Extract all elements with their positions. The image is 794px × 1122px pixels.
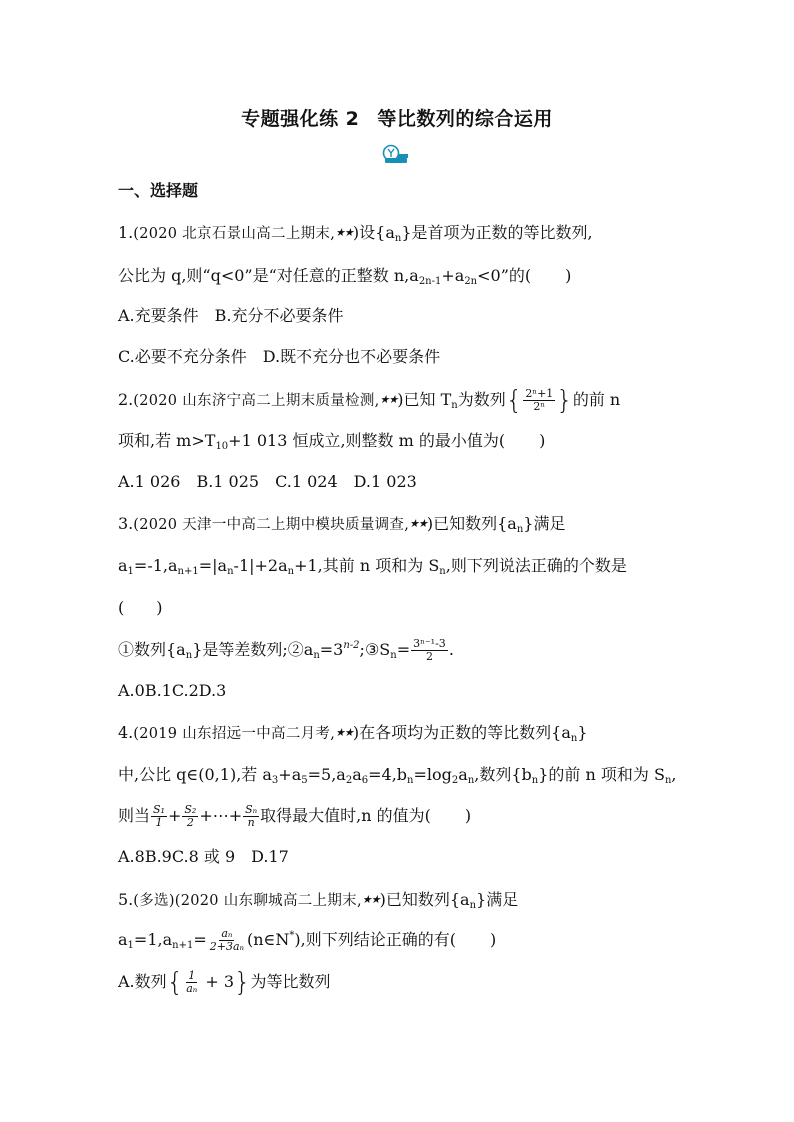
q5-line1: 5.(多选)(2020 山东聊城高二上期末,★★)已知数列$\{a_n\}$满足 xyxy=(118,890,519,911)
page-title xyxy=(0,104,794,131)
q1-options-ab: A.充要条件 B.充分不必要条件 xyxy=(118,306,344,325)
difficulty-star-icon: ★★ xyxy=(379,393,398,406)
q3-fraction: $\frac{\text{3ⁿ⁻¹-3}}{2}$ xyxy=(413,637,446,663)
q2-line1: 2.(2020 山东济宁高二上期末质量检测,★★)已知 $T_n$为数列{ $\frac{\text{2ⁿ+1}}{\text{2ⁿ}}$ }的前 n xyxy=(118,385,621,416)
q4-options: A.8B.9C.8 或 9 D.17 xyxy=(118,847,289,866)
difficulty-star-icon: ★★ xyxy=(335,226,353,239)
title-part1: 专题强化练 2 xyxy=(241,108,360,130)
q5-fraction: $\frac{\text{aₙ}}{\text{2+3aₙ}}$ xyxy=(209,927,244,953)
q3-line4: ①数列$\{a_n\}$是等差数列$;②a_n=3^{n-2};③S_n=$ $\frac{\text{3ⁿ⁻¹-3}}{2}$ . xyxy=(118,637,454,663)
logo-icon xyxy=(382,144,410,164)
q2-fraction: $\frac{\text{2ⁿ+1}}{\text{2ⁿ}}$ xyxy=(525,387,554,413)
title-part2: 等比数列的综合运用 xyxy=(377,108,553,130)
difficulty-star-icon: ★★ xyxy=(409,517,427,530)
q4-line1: 4.(2019 山东招远一中高二月考,★★)在各项均为正数的等比数列$\{a_n\}$ xyxy=(118,723,588,744)
q2-options: A.1 026 B.1 025 C.1 024 D.1 023 xyxy=(118,472,417,491)
q3-options: A.0B.1C.2D.3 xyxy=(118,681,227,700)
q4-line3: 则当 $\frac{\text{S₁}}{1}$ + $\frac{\text{S₂}}{2}$ +⋯+ $\frac{\text{Sₙ}}{n}$ 取得最大值时,n 的值为( ) xyxy=(118,803,472,829)
q3-line2: $a_1=-1,a_{n+1}=|a_n-1|+2a_n+1$,其前 n 项和为 $S_n$,则下列说法正确的个数是 xyxy=(118,556,627,577)
q5-option-a: A.数列{ $\frac{1}{\text{aₙ}}$ + 3}为等比数列 xyxy=(118,967,331,998)
q1-line2: 公比为 q,则“q<0”是“对任意的正整数 $n,a_{2n-1}+a_{2n}<0$”的( ) xyxy=(118,266,572,287)
q3-line1: 3.(2020 天津一中高二上期中模块质量调查,★★)已知数列$\{a_n\}$满足 xyxy=(118,514,566,535)
q5-line2: $a_1=1,a_{n+1}=$ $\frac{\text{aₙ}}{\text{2+3aₙ}}$ (n∈N*),则下列结论正确的有( ) xyxy=(118,927,497,953)
q2-line2: 项和,若 $m>T_{10}+1$ 013 恒成立,则整数 m 的最小值为( ) xyxy=(118,431,546,452)
q1-options-cd: C.必要不充分条件 D.既不充分也不必要条件 xyxy=(118,347,441,366)
q3-line3: ( ) xyxy=(118,598,163,617)
difficulty-star-icon: ★★ xyxy=(335,726,353,739)
difficulty-star-icon: ★★ xyxy=(361,893,380,906)
section-heading: 一、选择题 xyxy=(118,181,199,200)
q4-line2: 中,公比 q∈(0,1),若 $a_3+a_5=5,a_2a_6=4,b_n=\log_2a_n$,数列$\{b_n\}$的前 n 项和为 $S_n$, xyxy=(118,765,677,786)
q1-line1: 1.(2020 北京石景山高二上期末,★★)设$\{a_n\}$是首项为正数的等比数列, xyxy=(118,223,593,244)
